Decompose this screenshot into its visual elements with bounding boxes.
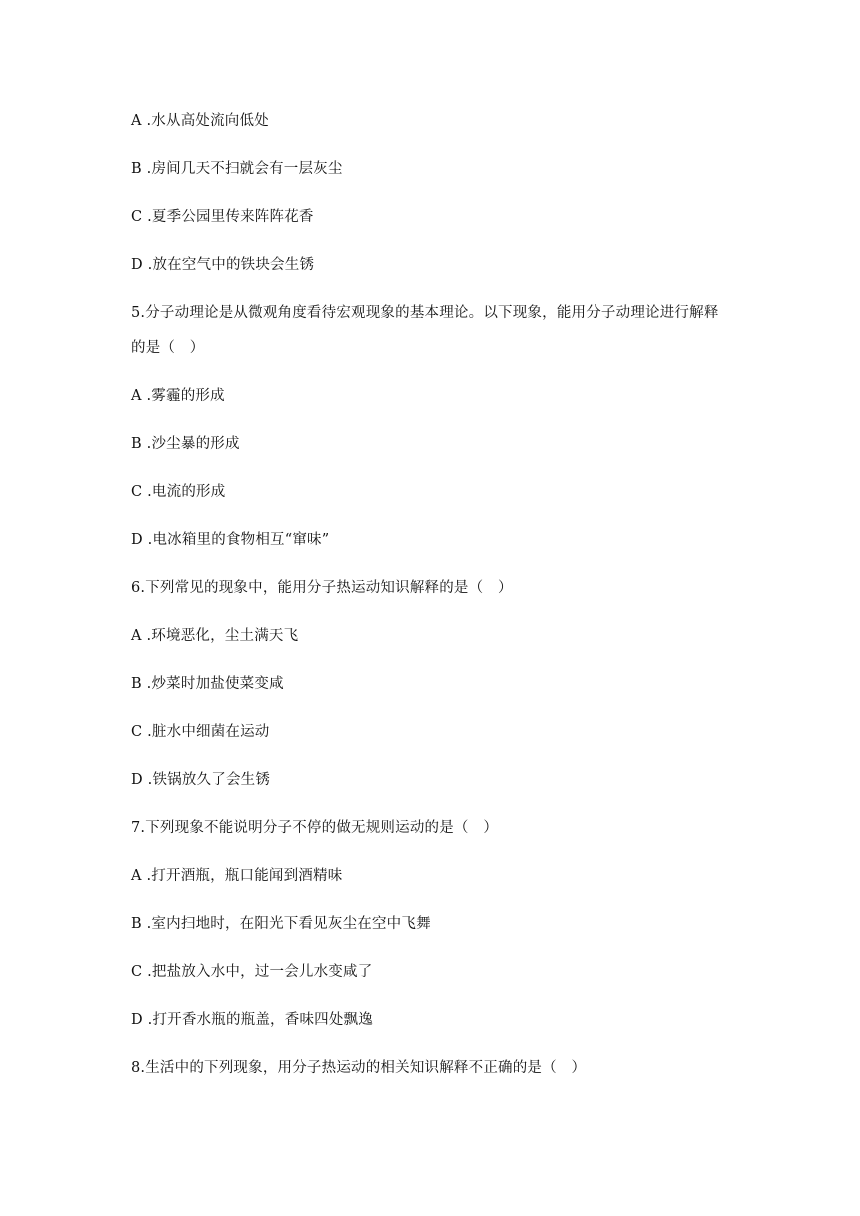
- q6-option-b: B .炒菜时加盐使菜变咸: [131, 676, 284, 692]
- q6-option-a: A .环境恶化，尘土满天飞: [131, 628, 299, 644]
- q6-option-d: D .铁锅放久了会生锈: [131, 772, 271, 788]
- q6-option-c: C .脏水中细菌在运动: [131, 724, 270, 740]
- q4-option-c: C .夏季公园里传来阵阵花香: [131, 209, 314, 225]
- q7-option-a: A .打开酒瓶，瓶口能闻到酒精味: [131, 868, 343, 884]
- q7-option-d: D .打开香水瓶的瓶盖，香味四处飘逸: [131, 1012, 373, 1028]
- q6-stem: 6.下列常见的现象中，能用分子热运动知识解释的是（ ）: [131, 580, 513, 596]
- q7-stem: 7.下列现象不能说明分子不停的做无规则运动的是（ ）: [131, 820, 499, 836]
- q5-option-b: B .沙尘暴的形成: [131, 436, 240, 452]
- q4-option-d: D .放在空气中的铁块会生锈: [131, 257, 315, 273]
- q5-stem-line-1: 5.分子动理论是从微观角度看待宏观现象的基本理论。以下现象，能用分子动理论进行解释: [131, 305, 719, 321]
- q7-option-c: C .把盐放入水中，过一会儿水变咸了: [131, 964, 373, 980]
- q5-option-d: D .电冰箱里的食物相互“窜味”: [131, 532, 330, 548]
- q5-option-c: C .电流的形成: [131, 484, 226, 500]
- q4-option-a: A .水从高处流向低处: [131, 113, 269, 129]
- q7-option-b: B .室内扫地时，在阳光下看见灰尘在空中飞舞: [131, 916, 431, 932]
- q4-option-b: B .房间几天不扫就会有一层灰尘: [131, 161, 343, 177]
- q5-stem-line-2: 的是（ ）: [131, 340, 205, 356]
- q8-stem: 8.生活中的下列现象，用分子热运动的相关知识解释不正确的是（ ）: [131, 1060, 587, 1076]
- q5-option-a: A .雾霾的形成: [131, 388, 225, 404]
